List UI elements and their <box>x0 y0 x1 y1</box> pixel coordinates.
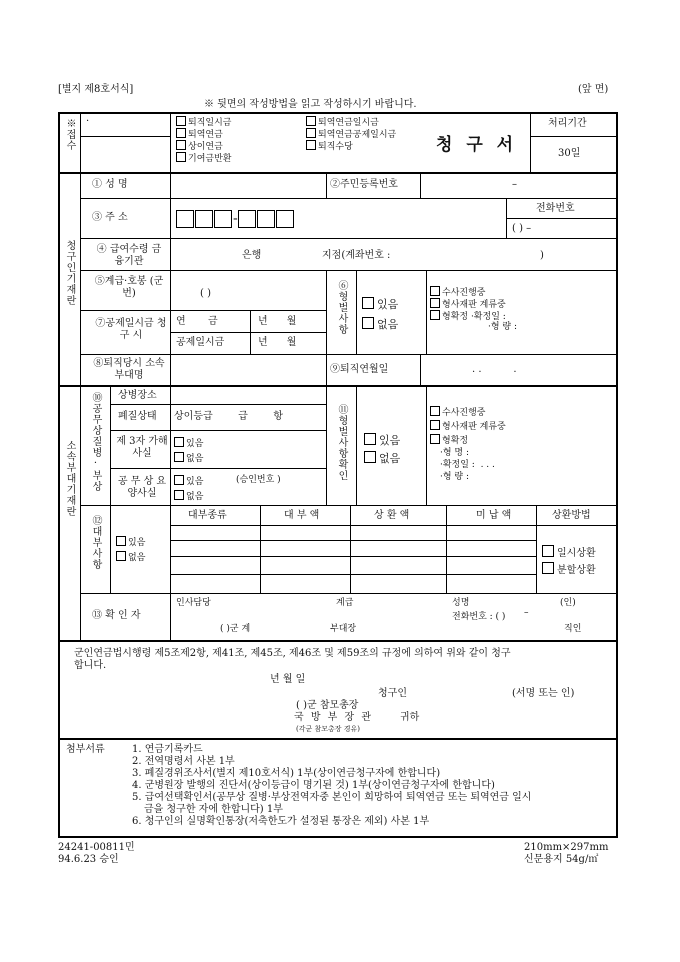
address-label: ③ 주 소 <box>92 212 128 223</box>
checkbox[interactable] <box>176 152 186 162</box>
deduction-lump-label: 공제일시금 <box>176 337 225 348</box>
confirmer-commander: 부대장 <box>330 624 357 634</box>
paper-type: 신문용지 54g/㎡ <box>524 854 599 865</box>
rank-field[interactable]: ( ) <box>200 288 211 299</box>
attachments-label: 첨부서류 <box>66 744 105 755</box>
penalty-check-no[interactable]: 없음 <box>364 450 400 466</box>
attachment-6: 6. 청구인의 실명확인통장(저축한도가 설정된 통장은 제외) 사본 1부 <box>132 816 430 827</box>
penalty-check-yes[interactable]: 있음 <box>364 432 400 448</box>
third-party-no[interactable]: 없음 <box>174 452 203 465</box>
claimant-signature[interactable]: (서명 또는 인) <box>512 688 575 699</box>
attachment-3: 3. 폐질경위조사서(별지 제10호서식) 1부(상이연금청구자에 한합니다) <box>132 768 441 779</box>
loan-header-amount: 대 부 액 <box>284 510 320 521</box>
checkbox[interactable] <box>176 128 186 138</box>
addressee-suffix: 귀하 <box>400 712 420 723</box>
checkbox[interactable] <box>306 128 316 138</box>
third-party-label: 제 3자 가해사실 <box>116 436 168 459</box>
loan-no[interactable]: 없음 <box>116 551 145 564</box>
loan-yes[interactable]: 있음 <box>116 536 145 549</box>
retire-date-label: ⑨퇴직연월일 <box>330 364 389 375</box>
attachment-4: 4. 군병원장 발행의 진단서(상이등급이 명기된 것) 1부(상이연금청구자에 한합니다) <box>132 780 495 791</box>
minister: 국 방 부 장 관 <box>294 712 374 723</box>
disability-state-label: 폐질상태 <box>118 411 157 422</box>
pension-claim-label: ⑦공제일시금 청 구 시 <box>95 318 167 341</box>
bank-label: ④ 급여수령 금융기관 <box>96 244 162 267</box>
unit-name-field[interactable] <box>172 356 324 383</box>
checkbox[interactable] <box>306 116 316 126</box>
penalty-yes[interactable]: 있음 <box>362 296 398 312</box>
phone-field[interactable]: ( ) – <box>512 223 532 234</box>
loan-header-repaid: 상 환 액 <box>374 510 410 521</box>
attachment-5: 5. 급여선택확인서(공무상 질병·부상전역자중 본인이 희망하여 퇴역연금 또는 퇴역연금 일시 <box>132 792 532 803</box>
rank-label: ⑤계급·호봉 (군 번) <box>94 276 164 299</box>
page-side: (앞 면) <box>578 84 609 95</box>
option-pension-lump[interactable]: 퇴역연금일시금 <box>306 116 379 129</box>
unit-section-label: 소속부대기재란 <box>64 440 75 517</box>
paper-size: 210mm×297mm <box>524 842 609 853</box>
option-retirement-allowance[interactable]: 퇴직수당 <box>306 140 353 153</box>
penalty-confirmed[interactable]: 형확정 ·확정일 : <box>430 310 506 323</box>
form-title: 청 구 서 <box>436 135 518 155</box>
instruction: ※ 뒷면의 작성방법을 읽고 작성하시기 바랍니다. <box>204 99 417 110</box>
confirmer-label: ⑬ 확 인 자 <box>92 610 141 621</box>
declaration-date[interactable]: 년 월 일 <box>270 674 306 685</box>
retire-date-field[interactable]: . . . <box>472 364 517 375</box>
declaration-text-2: 합니다. <box>74 660 107 671</box>
checkbox[interactable] <box>176 140 186 150</box>
penalty-check-name: ·형 명 : <box>440 448 470 458</box>
pension-date[interactable]: 년 월 <box>258 316 297 327</box>
declaration-text-1: 군인연금법시행령 제5조제2항, 제41조, 제45조, 제46조 및 제59조의 규정에 의하여 위와 같이 청구 <box>74 648 511 659</box>
confirmer-seal: (인) <box>560 598 576 608</box>
attachment-2: 2. 전역명령서 사본 1부 <box>132 756 235 767</box>
confirmer-name[interactable]: 성명 <box>452 598 470 608</box>
penalty-no[interactable]: 없음 <box>362 316 398 332</box>
unit-name-label: ⑧퇴직당시 소속부대명 <box>93 358 165 381</box>
approval-number[interactable]: (승인번호 ) <box>236 475 281 485</box>
processing-period-label: 처리기간 <box>548 118 587 129</box>
penalty-check-sentence: ·형 량 : <box>440 472 470 482</box>
penalty-check-investigation[interactable]: 수사진행중 <box>430 406 485 419</box>
official-seal: 직인 <box>564 624 582 634</box>
rrn-label: ②주민등록번호 <box>330 179 398 190</box>
official-treatment-label: 공 무 상 요양사실 <box>117 476 167 499</box>
chief-of-staff: ( )군 참모총장 <box>296 700 359 711</box>
confirmer-rank[interactable]: 계급 <box>336 598 354 608</box>
claimant-section-label: 청구인기재란 <box>64 240 75 306</box>
receipt-dot: · <box>86 116 90 127</box>
attachment-1: 1. 연금기록카드 <box>132 744 203 755</box>
branch-text: 지점(계좌번호 : <box>322 250 391 261</box>
official-treatment-yes[interactable]: 있음 <box>174 475 203 488</box>
loan-header-type: 대부종류 <box>188 510 227 521</box>
penalty-trial[interactable]: 형사재판 계류중 <box>430 298 506 311</box>
confirmer-phone[interactable]: 전화번호 : ( ) <box>452 612 506 622</box>
disability-label: ⑩공무상질병·부상 <box>90 392 101 492</box>
option-retirement-pension[interactable]: 퇴역연금 <box>176 128 223 141</box>
checkbox[interactable] <box>176 116 186 126</box>
penalty-check-date: ·확정일 : . . . <box>440 460 495 470</box>
phone-label: 전화번호 <box>536 203 575 214</box>
option-disability-pension[interactable]: 상이연금 <box>176 140 223 153</box>
bank-text: 은행 <box>242 250 262 261</box>
processing-period-value: 30일 <box>558 148 581 159</box>
disability-grade[interactable]: 상이등급 급 항 <box>174 411 283 422</box>
form-code: 24241-00811민 <box>58 842 135 853</box>
approval-date: 94.6.23 승인 <box>58 854 119 865</box>
penalty-check-trial[interactable]: 형사재판 계류중 <box>430 420 506 433</box>
injury-place-label: 상병장소 <box>118 390 157 401</box>
repay-lump[interactable]: 일시상환 <box>542 545 596 560</box>
option-pension-deduction-lump[interactable]: 퇴역연금공제일시금 <box>306 128 396 141</box>
checkbox[interactable] <box>306 140 316 150</box>
routing-note: (각군 참모총장 경유) <box>296 725 361 733</box>
postal-code-field[interactable]: - <box>176 208 295 228</box>
deduction-lump-date[interactable]: 년 월 <box>258 337 297 348</box>
penalty-label: ⑥형벌사항 <box>336 280 347 335</box>
name-label: ① 성 명 <box>92 179 128 190</box>
third-party-yes[interactable]: 있음 <box>174 437 203 450</box>
branch-close: ) <box>540 250 544 261</box>
option-contribution-refund[interactable]: 기여금반환 <box>176 152 231 165</box>
penalty-investigation[interactable]: 수사진행중 <box>430 286 485 299</box>
loan-header-method: 상환방법 <box>552 510 591 521</box>
rrn-field[interactable]: – <box>512 179 517 190</box>
loan-header-unpaid: 미 납 액 <box>476 510 512 521</box>
penalty-check-label: ⑪형벌사항확인 <box>336 404 347 481</box>
confirmer-army: ( )군 계 <box>220 624 251 634</box>
attachment-5-cont: 금을 청구한 자에 한합니다) 1부 <box>144 804 283 815</box>
penalty-check-confirmed[interactable]: 형확정 <box>430 434 468 447</box>
loan-label: ⑫대부사항 <box>90 515 101 570</box>
confirmer-phone-dash: – <box>524 608 529 618</box>
confirmer-hr: 인사담당 <box>176 598 211 608</box>
receipt-label: ※접수 <box>64 118 75 151</box>
repay-installment[interactable]: 분할상환 <box>542 562 596 577</box>
name-field[interactable] <box>172 174 324 196</box>
claimant-signature-label: 청구인 <box>378 688 407 699</box>
penalty-sentence: ·형 량 : <box>488 322 518 332</box>
official-treatment-no[interactable]: 없음 <box>174 490 203 503</box>
pension-label: 연 금 <box>176 316 218 327</box>
option-retirement-lump[interactable]: 퇴직일시금 <box>176 116 231 129</box>
form-reference: [별지 제8호서식] <box>58 84 134 95</box>
